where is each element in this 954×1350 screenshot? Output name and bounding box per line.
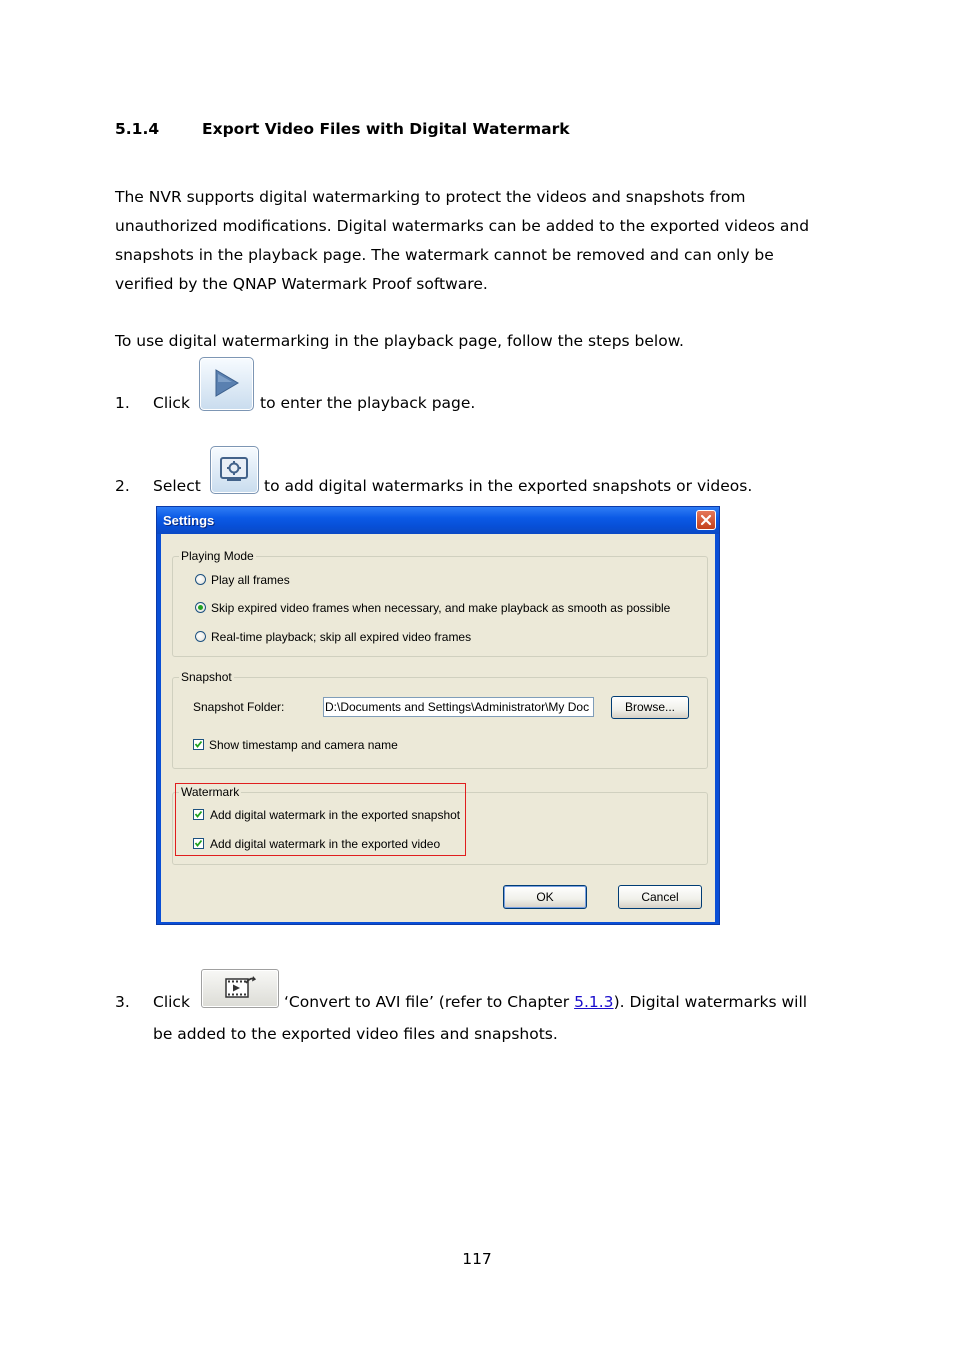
snapshot-folder-input[interactable]: D:\Documents and Settings\Administrator\My Doc xyxy=(323,697,594,717)
intro-line: snapshots in the playback page. The watermark cannot be removed and can only be xyxy=(115,246,774,264)
dialog-body xyxy=(161,534,715,922)
playing-mode-group xyxy=(172,549,708,657)
radio-real-time-playback[interactable] xyxy=(195,631,206,642)
intro-line: verified by the QNAP Watermark Proof software. xyxy=(115,275,488,293)
watermark-video-label: Add digital watermark in the exported video xyxy=(210,837,441,851)
page-number: 117 xyxy=(462,1250,492,1268)
step-1-number: 1. xyxy=(115,394,130,412)
dialog-title: Settings xyxy=(163,513,215,528)
check-icon xyxy=(194,740,203,749)
settings-icon[interactable] xyxy=(210,446,259,494)
instruction-text: To use digital watermarking in the playback page, follow the steps below. xyxy=(115,332,684,350)
radio-label: Real-time playback; skip all expired video frames xyxy=(211,630,472,644)
section-number: 5.1.4 xyxy=(115,120,160,138)
radio-play-all-frames[interactable] xyxy=(195,574,206,585)
close-button[interactable] xyxy=(696,510,716,530)
settings-dialog xyxy=(156,506,720,925)
step-2-number: 2. xyxy=(115,477,130,495)
snapshot-group xyxy=(172,670,708,769)
radio-label: Skip expired video frames when necessary, and make playback as smooth as possible xyxy=(211,601,671,615)
snapshot-folder-label: Snapshot Folder: xyxy=(193,700,285,714)
highlight-box xyxy=(175,783,466,856)
timestamp-label: Show timestamp and camera name xyxy=(209,738,398,752)
snapshot-label: Snapshot xyxy=(181,670,232,684)
browse-button[interactable]: Browse... xyxy=(611,696,689,719)
intro-paragraph xyxy=(115,183,855,299)
timestamp-checkbox[interactable] xyxy=(193,739,204,750)
step-3-line2: be added to the exported video files and snapshots. xyxy=(153,1025,558,1043)
step-3-after-a: ‘Convert to AVI file’ (refer to Chapter xyxy=(284,993,575,1011)
radio-skip-expired-frames[interactable] xyxy=(195,602,206,613)
cancel-button[interactable]: Cancel xyxy=(618,885,702,909)
step-1-after: to enter the playback page. xyxy=(260,394,476,412)
step-3-text xyxy=(284,993,807,1011)
chapter-link[interactable]: 5.1.3 xyxy=(574,993,614,1011)
step-3-number: 3. xyxy=(115,993,130,1011)
radio-label: Play all frames xyxy=(211,573,290,587)
play-icon[interactable] xyxy=(199,357,254,411)
ok-button[interactable]: OK xyxy=(503,885,587,909)
step-3-after-b: ). Digital watermarks will xyxy=(613,993,808,1011)
watermark-label: Watermark xyxy=(181,785,240,799)
step-2-after: to add digital watermarks in the exported snapshots or videos. xyxy=(264,477,753,495)
step-2-before: Select xyxy=(153,477,201,495)
close-icon xyxy=(700,514,712,526)
watermark-snapshot-label: Add digital watermark in the exported snapshot xyxy=(210,808,461,822)
dialog-titlebar[interactable] xyxy=(157,507,719,534)
intro-line: unauthorized modifications. Digital watermarks can be added to the exported videos and xyxy=(115,217,810,235)
step-1-before: Click xyxy=(153,394,190,412)
section-heading xyxy=(115,120,570,138)
convert-avi-icon[interactable] xyxy=(201,969,279,1008)
intro-line: The NVR supports digital watermarking to protect the videos and snapshots from xyxy=(115,188,746,206)
step-3-before: Click xyxy=(153,993,190,1011)
playing-mode-label: Playing Mode xyxy=(181,549,254,563)
section-title: Export Video Files with Digital Watermark xyxy=(202,120,570,138)
